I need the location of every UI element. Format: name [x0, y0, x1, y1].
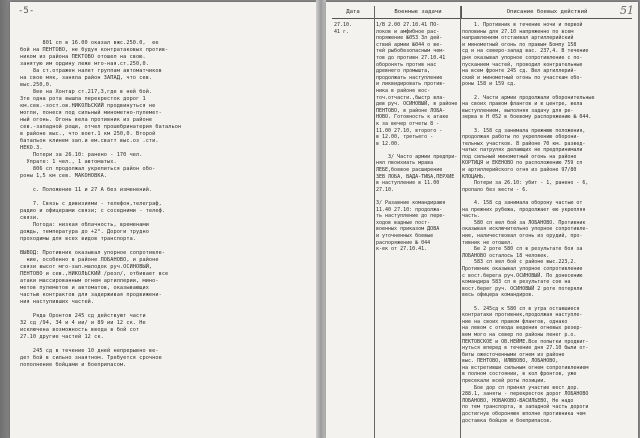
header-date: Дата [332, 6, 375, 18]
table-header-row [332, 6, 632, 19]
header-military-tasks: Военные задачи [375, 6, 462, 18]
date-column-text: 27.10. 41 г. [334, 22, 353, 35]
column-divider-2 [460, 6, 461, 438]
column-divider-1 [374, 6, 375, 438]
right-page [326, 2, 638, 438]
header-description: Описание боевых действий [506, 9, 588, 15]
binding-gutter [316, 0, 326, 438]
handwritten-folio-number: 51 [620, 4, 634, 17]
left-page-body-text: 801 сп в 16.00 оказал вжс.250.0, ее бой на ПЕНТОВО, не будуя контратаковых против- ником из района ПЕКТОВО отошел на свою. занятую им ордину леже мго-ная.ст.250,0. 8а ст.отражен налет группам автоматчиков на свое мяк, заняла район ЗАПАД, что сев. выс.250,0. 8ее на Хонтар ст.217,3,где в ней бой. Зте одна рота вышла перекресток дорог 1 км.сев.-зост.ов.НИКОЛЬСКИЙ продвинуться не могли, понеся под сильный минометно-пулемет- ный огонь. Огонь вела противник из районе сев.-западной рощи, отчел прошебринатерия батальон в районе выс., что воет.1 км 250,0. Второй батальон клинем зап.и ем.сватт выс.оз .сти. НЕКО.3. Потери за 26.10: ранено - 170 чел. Упрате: 1 чел., 1 автоматых. 806 сп продолжал укрепиться район обо- роны 1,5 км сев. МАКОНОВКА. с. Положение 11 и 27 А без изменений. 7. Связь с дивизиями - телефон,телеграф, радио и офицерами связи; с соседними - телеф. связи. Погода: низкая облачность, временами дождь, температура до +2°. Дороги трудно проходимы для всех видов транспорта. ВЫВОД: Противник оказывал упорное сопротивле- ние, особенно в районе ЛОБАНОВО, и районе связи высот мго-зап.малодок руч.ОСИНОВЫЙ, ПЕНТОВО и сев.,НИКОЛЬСКИЙ /резл/, отбивает все атаки массированным огнем артиллерии, мино- метов пулеметов и автоматов, оказывающих частью контрактов для задерживая продвижени- ния наступивших частей. Ряда Оронтов 245 сд действуют части 32 сд /94, 34 и 4 ии/ и 89 ии 12 ск. Не исключена возможность ввода в бой сот 27.10 другие частей 12 ск. 245 сд в течение 10 дней непрерывно ве- дет бой в сильно знаятном. Требуется срочное пополнение бойцами и боеприпасом. [20, 40, 182, 368]
left-page [10, 2, 316, 438]
tasks-column-text: 1/В 2.00 27.10.41 ПО- локов и амфибное рас- поряжение №053 3л дей- ствий армии №044 о ве- тей рыбобезопасным чем- тов до противн 27.10.41 оборонять против нас древнего промышта, продолжать наступление и ликвидировать против- ника в районе вос- точ.отчасти.,быстр вла- дев руч. ОСИНОВЫЙ, в районе ПЕНТОВО, в районе ЛОБА- НОВО. Готовность к атаке к за вечер отчеты 8 - 11.00 27.10, второго - в 12.00, третьего - в 12.00. 3/ Часто армии предпри- нял пвоихиать мрава ЛЕБЕ,боевое расширение ЗЕВ ЛОБА, ВАДА-ТИБА,ПЕРХИЕ в наступление в 11.00 27.10. 3/ Разавние командираюя 11.40 27.10: продолжа- ть наступление до пере- ходов вадные пост- военных приказом ДОВА и уточненных боевые распоряжение № 044 к-ек от 27.10.41. [376, 22, 458, 253]
description-column-text: 1. Противник в течение ночи и первой половины для 27.10 напряженно по всем направлениям отстаивал артиллерийский и минометный огонь по правым Бомпу 158 сд и на северо-запад вас. 237,4. В течение дня оказывал упорное сопротивление с по- пусканием частей, проводил контрательные на всем фронте 245 сд. Вел артиллерий- ский и минометный огонь по участкам обо- роны 158 и 159 сд. 2. Части армии продолжали оборонительные на своих правом флангов и в центре, вела выступлением, выполняя задачу для ре- зерва в Н 052 в боевому распоряжению № 044. 3. 158 сд занимала прежнюю положения, продолжая работы по укреплению оборони- тельных участков. В районе 70 км. развед- чатых патрулях делающих не предпринимали под сильный минометный огонь на районе КОРТИЦЯ и ЕКЕНОВО по расположению 759 сп и артиллерийского огня из районе 97/80 КЛОЦАНЬ. Потери за 26.10: убит - 1, ранено - 6, пропало без вести - 6. 4. 158 сд занимала оборону частью от на прежних рубежа, продолжает ею укрепляя часть. 580 сп вел бой за ЛОБАНОВО. Противник оказывая исключительно упорное сопротивле- ние, наличествовал огонь из орудий, про- тивник не отошел. Бе 2 роте 580 сп в результате боя за ЛОБАНОВО осталось 18 человек. 583 сп вел бой с районе выс.223,2. Противник оказывал упорное сопротивление с вост.берега руч.ОСИНОВЫЙ. По донесению командира 583 сп в результате сое на вост.берег руч. ОСИНОВЫЙ 2 роте потеряли весь офицера командиров. 5. 245сд к 580 сп в утра оставшиеся контратаки противник,продолжая наступле- ние на своих правом флангов, однако на левом с отвода ведения огневых резер- вем мого на север по районы пенег р.о. ПЕКТОВСКОЕ и ОВ.НЕЙМЕ.Все попытки продвиг- нуться вперед в течение дня 27.10 были от- биты ожесточенными огнем из районе выс. ПЕНТОВО, ИЛЮВОВО, ЛОБАНОВО, на встретивши сильным огнем сопротивлением в полном состоянии, в кол фронтов, уже пресекали всей роты позиции. Бое дор сп принял участие вест дор. 288.1, заняты - перекресток дорог ЛОБАНОВО ЛОБАНОВО, НОВАКОВО-ВАСИЛЬЕВО, Не надо по тем транспорта, в западной часть дороги достигнув обороняюя вполне противника чем доставка бойцов и боеприпасов. [462, 22, 595, 424]
page-number: -5- [18, 6, 35, 16]
